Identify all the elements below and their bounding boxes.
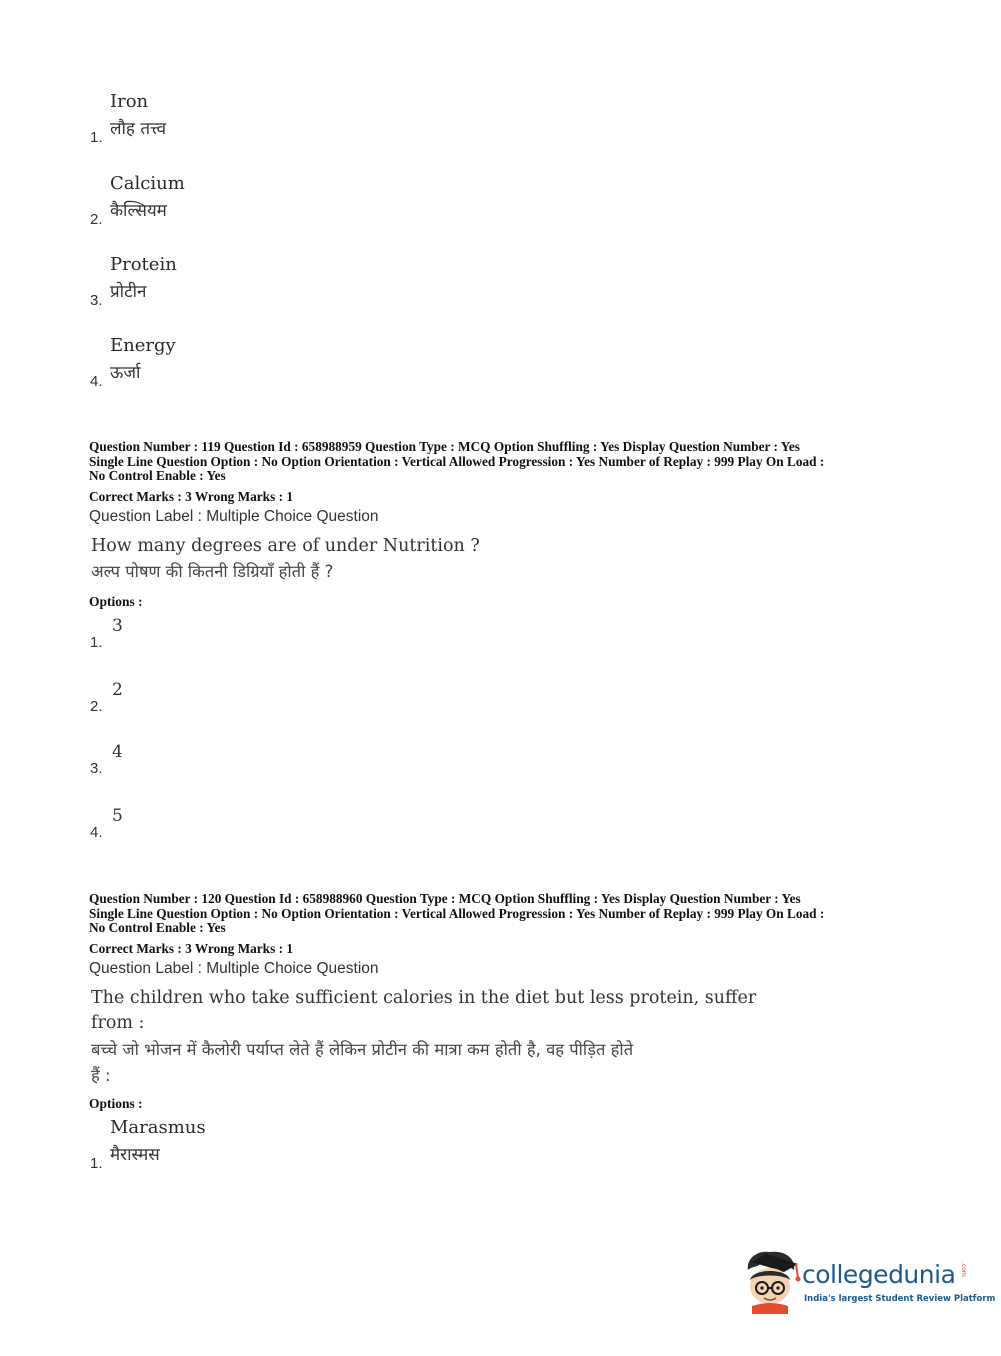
- option-text-hi: कैल्सियम: [110, 201, 167, 221]
- option-number: 1.: [90, 129, 103, 146]
- option-number: 4.: [90, 373, 103, 390]
- question-120-label: Question Label : Multiple Choice Question: [89, 960, 379, 977]
- question-119-marks: Correct Marks : 3 Wrong Marks : 1: [89, 489, 293, 504]
- option-value: 5: [112, 806, 123, 826]
- meta-line: Question Number : 119 Question Id : 658988959 Question Type : MCQ Option Shuffling : Yes Display Question Number : Yes: [89, 439, 800, 454]
- meta-line: Single Line Question Option : No Option Orientation : Vertical Allowed Progression : Yes Number of Replay : 999 Play On Load :: [89, 453, 825, 469]
- question-line: हैं :: [91, 1066, 111, 1085]
- option-text-hi: प्रोटीन: [110, 282, 147, 302]
- meta-line: Question Number : 120 Question Id : 658988960 Question Type : MCQ Option Shuffling : Yes Display Question Number : Yes: [89, 891, 801, 906]
- logo-brand-text: collegedunia: [802, 1260, 956, 1289]
- option-value: 2: [112, 680, 123, 700]
- logo-domain-text: .com: [960, 1262, 967, 1277]
- option-text-en: Marasmus: [110, 1117, 206, 1138]
- option-number: 1.: [90, 634, 103, 651]
- question-line: from :: [91, 1013, 145, 1033]
- question-119-meta: [89, 440, 919, 484]
- question-119-text-en: How many degrees are of under Nutrition ?: [91, 536, 480, 556]
- collegedunia-logo[interactable]: [740, 1248, 996, 1314]
- option-number: 3.: [90, 760, 103, 777]
- option-number: 2.: [90, 698, 103, 715]
- question-119-text-hi: अल्प पोषण की कितनी डिग्रियाँ होती हैं ?: [91, 562, 334, 581]
- meta-line: No Control Enable : Yes: [89, 920, 226, 935]
- question-120-options-label: Options :: [89, 1096, 143, 1111]
- option-number: 1.: [90, 1155, 103, 1172]
- option-number: 2.: [90, 211, 103, 228]
- question-line: The children who take sufficient calories in the diet but less protein, suffer: [91, 988, 757, 1008]
- option-text-hi: ऊर्जा: [110, 363, 141, 383]
- option-text-en: Protein: [110, 254, 177, 275]
- meta-line: Single Line Question Option : No Option Orientation : Vertical Allowed Progression : Yes Number of Replay : 999 Play On Load :: [89, 905, 825, 921]
- question-119-label: Question Label : Multiple Choice Question: [89, 508, 379, 525]
- student-mascot-icon: [740, 1248, 804, 1314]
- question-120-meta: [89, 892, 919, 936]
- question-line: बच्चे जो भोजन में कैलोरी पर्याप्त लेते हैं लेकिन प्रोटीन की मात्रा कम होती है, वह पीड़ित होते: [91, 1040, 634, 1059]
- question-120-text-hi: [91, 1037, 811, 1089]
- option-value: 4: [112, 742, 123, 762]
- logo-tagline: India's largest Student Review Platform: [804, 1294, 996, 1304]
- option-value: 3: [112, 616, 123, 636]
- option-text-hi: मैरास्मस: [110, 1145, 160, 1165]
- question-120-marks: Correct Marks : 3 Wrong Marks : 1: [89, 941, 293, 956]
- option-text-en: Calcium: [110, 173, 185, 194]
- meta-line: No Control Enable : Yes: [89, 468, 226, 483]
- question-119-options-label: Options :: [89, 594, 143, 609]
- option-text-en: Energy: [110, 335, 176, 356]
- question-120-text-en: [91, 986, 811, 1036]
- option-number: 4.: [90, 824, 103, 841]
- option-text-en: Iron: [110, 91, 149, 112]
- option-text-hi: लौह तत्त्व: [110, 119, 167, 139]
- option-number: 3.: [90, 292, 103, 309]
